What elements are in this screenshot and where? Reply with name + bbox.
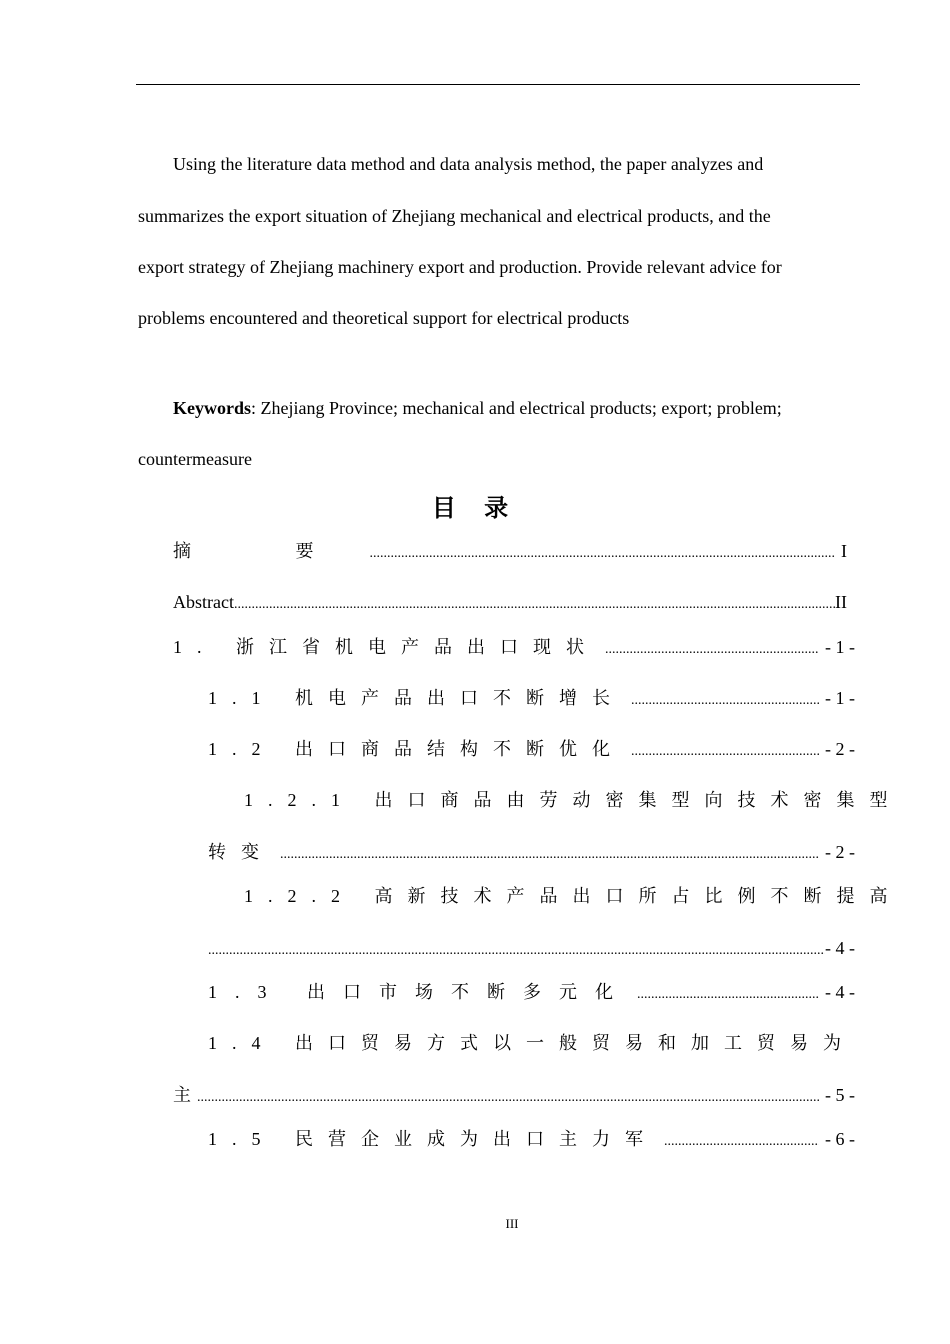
abstract-line-1: Using the literature data method and data analysis method, the paper analyzes and — [173, 154, 764, 174]
toc-leader — [637, 981, 819, 1006]
toc-entry-1-2-1-line1[interactable]: 1.2.1 出口商品由劳动密集型向技术密集型 — [244, 790, 903, 810]
toc-entry-1-5[interactable] — [208, 1128, 855, 1150]
toc-leader — [280, 841, 819, 866]
toc-label: 1.5 民营企业成为出口主力军 — [208, 1129, 658, 1149]
toc-page: - 5 - — [825, 1085, 855, 1105]
toc-label: Abstract — [173, 592, 234, 612]
keywords-continuation: countermeasure — [138, 449, 252, 469]
toc-leader — [664, 1128, 819, 1153]
toc-label: 转变 — [208, 842, 274, 862]
abstract-line-3: export strategy of Zhejiang machinery export and production. Provide relevant advice for — [138, 257, 782, 277]
toc-label: 主 — [173, 1085, 191, 1105]
toc-title: 目 录 — [431, 494, 519, 522]
toc-leader — [208, 937, 825, 962]
toc-leader — [370, 540, 836, 565]
page-number: III — [505, 1216, 519, 1231]
toc-leader — [234, 591, 835, 616]
toc-label: 1.3 出口市场不断多元化 — [208, 982, 631, 1002]
toc-page: - 6 - — [825, 1129, 855, 1149]
toc-entry-1-4-line1[interactable]: 1.4 出口贸易方式以一般贸易和加工贸易为 — [208, 1033, 856, 1053]
keywords-text: : Zhejiang Province; mechanical and electrical products; export; problem; — [251, 398, 782, 418]
header-rule — [136, 84, 860, 85]
toc-entry-1-2-2-line1[interactable]: 1.2.2 高新技术产品出口所占比例不断提高 — [244, 886, 903, 906]
toc-entry-1-1[interactable] — [208, 687, 855, 709]
toc-page: - 4 - — [825, 938, 855, 958]
abstract-line-4: problems encountered and theoretical support for electrical products — [138, 308, 630, 328]
toc-leader — [631, 738, 819, 763]
toc-page: - 2 - — [825, 842, 855, 862]
toc-page: I — [841, 541, 847, 561]
toc-label: 摘 要 — [173, 541, 364, 561]
toc-leader — [197, 1084, 819, 1109]
toc-page: - 4 - — [825, 982, 855, 1002]
toc-label: 1. 浙江省机电产品出口现状 — [173, 637, 599, 657]
toc-page: II — [835, 592, 847, 612]
toc-page: - 1 - — [825, 637, 855, 657]
toc-label: 1.2 出口商品结构不断优化 — [208, 739, 625, 759]
toc-entry-1-4[interactable] — [173, 1084, 855, 1106]
keywords-label: Keywords — [173, 398, 251, 418]
toc-page: - 1 - — [825, 688, 855, 708]
abstract-line-2: summarizes the export situation of Zhejiang mechanical and electrical products, and the — [138, 206, 771, 226]
toc-entry-1[interactable] — [173, 636, 855, 658]
toc-entry-1-3[interactable] — [208, 981, 855, 1003]
toc-leader — [605, 636, 819, 661]
toc-leader — [631, 687, 819, 712]
keywords-line — [173, 397, 782, 419]
toc-entry-1-2-2[interactable] — [208, 937, 855, 959]
toc-entry-abstract-cn[interactable] — [173, 540, 847, 562]
toc-entry-abstract-en[interactable] — [173, 591, 847, 613]
toc-entry-1-2-1[interactable] — [208, 841, 855, 863]
toc-label: 1.1 机电产品出口不断增长 — [208, 688, 625, 708]
toc-page: - 2 - — [825, 739, 855, 759]
toc-entry-1-2[interactable] — [208, 738, 855, 760]
